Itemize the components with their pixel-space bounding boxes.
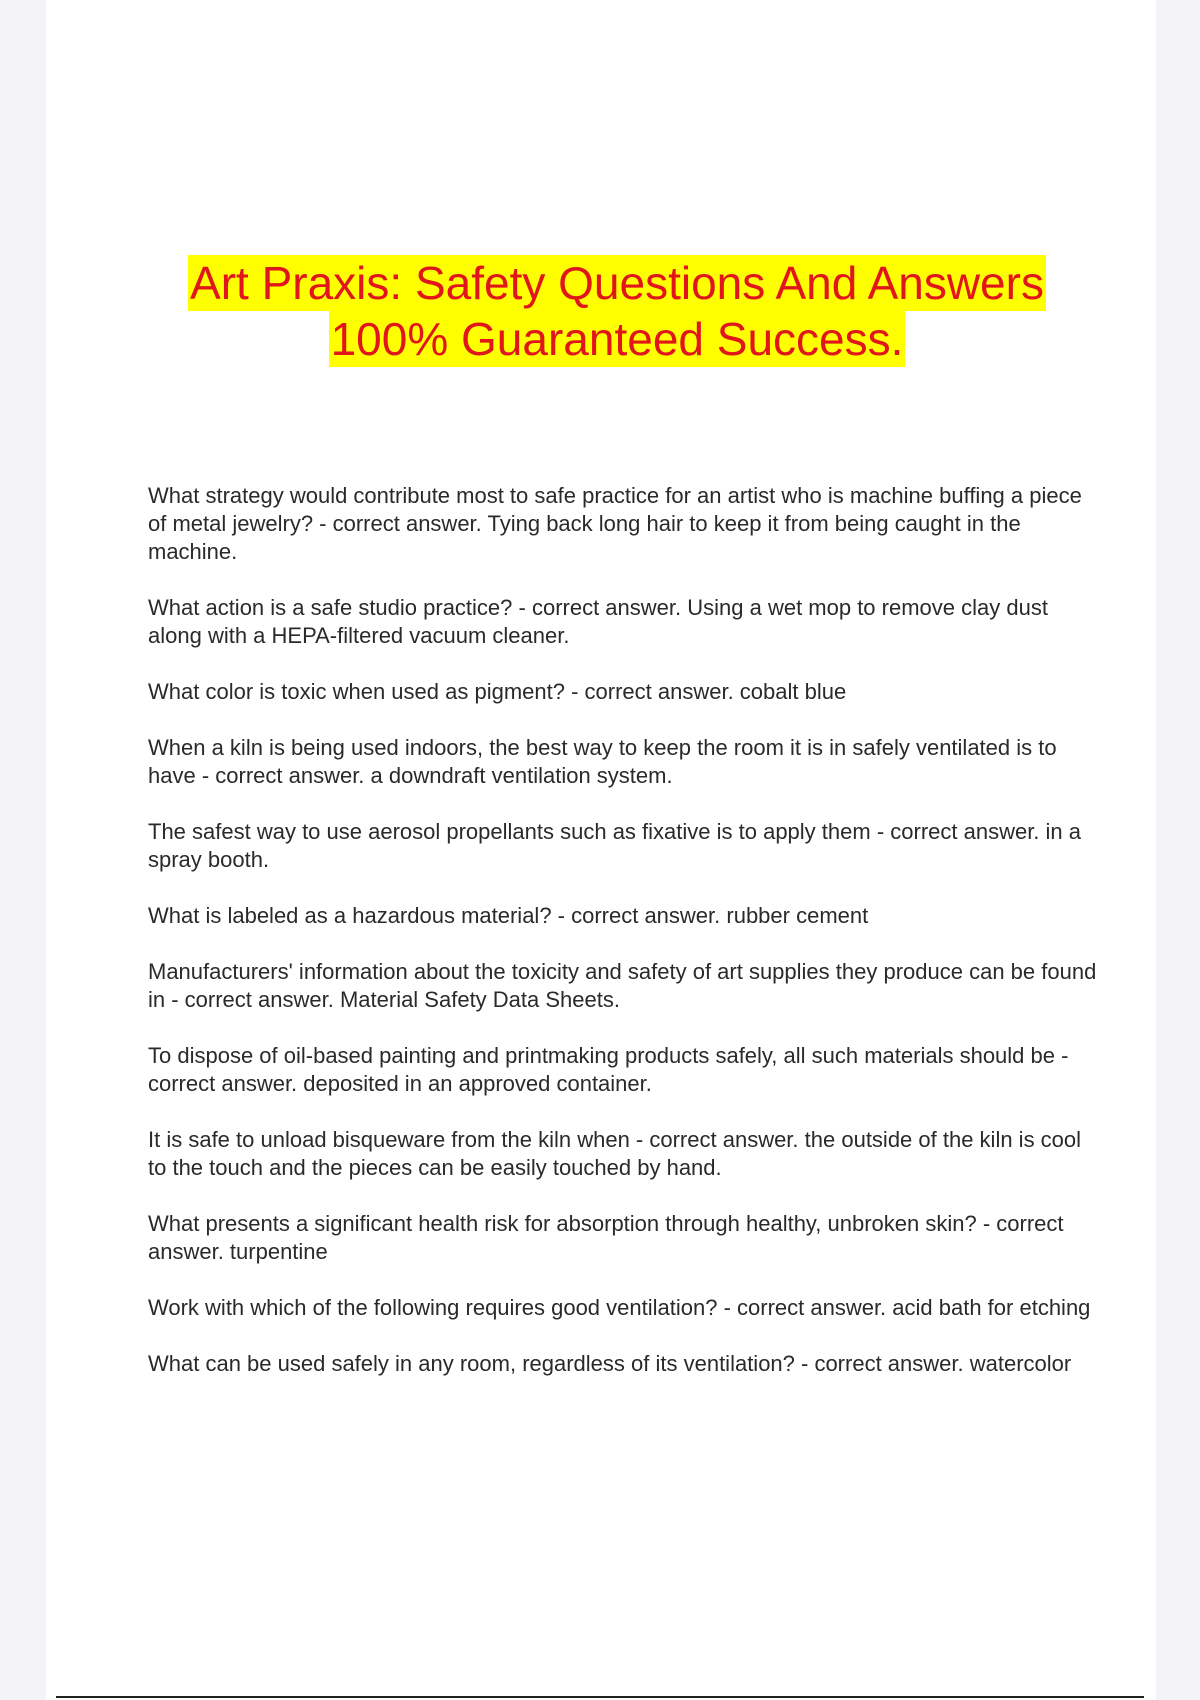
qa-item: Work with which of the following requires good ventilation? - correct answer. acid bath for etching	[148, 1295, 1091, 1320]
qa-item: To dispose of oil-based painting and printmaking products safely, all such materials should be - correct answer. deposited in an approved container.	[148, 1043, 1069, 1096]
qa-item: When a kiln is being used indoors, the best way to keep the room it is in safely ventilated is to have - correct answer. a downdraft ventilation system.	[148, 735, 1057, 788]
document-title	[0, 255, 1200, 367]
title-line-1: Art Praxis: Safety Questions And Answers	[190, 257, 1044, 309]
qa-item: What can be used safely in any room, regardless of its ventilation? - correct answer. watercolor	[148, 1351, 1072, 1376]
qa-item: What strategy would contribute most to safe practice for an artist who is machine buffing a piece of metal jewelry? - correct answer. Tying back long hair to keep it from being caught in the machine.	[148, 483, 1082, 564]
qa-item: What color is toxic when used as pigment? - correct answer. cobalt blue	[148, 679, 847, 704]
qa-list	[148, 482, 1098, 1406]
qa-item: What presents a significant health risk for absorption through healthy, unbroken skin? - correct answer. turpentine	[148, 1211, 1064, 1264]
qa-item: The safest way to use aerosol propellants such as fixative is to apply them - correct answer. in a spray booth.	[148, 819, 1082, 872]
qa-item: What is labeled as a hazardous material? - correct answer. rubber cement	[148, 903, 869, 928]
title-line-2: 100% Guaranteed Success.	[330, 313, 904, 365]
qa-item: It is safe to unload bisqueware from the kiln when - correct answer. the outside of the kiln is cool to the touch and the pieces can be easily touched by hand.	[148, 1127, 1082, 1180]
qa-item: Manufacturers' information about the toxicity and safety of art supplies they produce can be found in - correct answer. Material Safety Data Sheets.	[148, 959, 1097, 1012]
footer-rule	[56, 1696, 1144, 1698]
qa-item: What action is a safe studio practice? - correct answer. Using a wet mop to remove clay dust along with a HEPA-filtered vacuum cleaner.	[148, 595, 1048, 648]
